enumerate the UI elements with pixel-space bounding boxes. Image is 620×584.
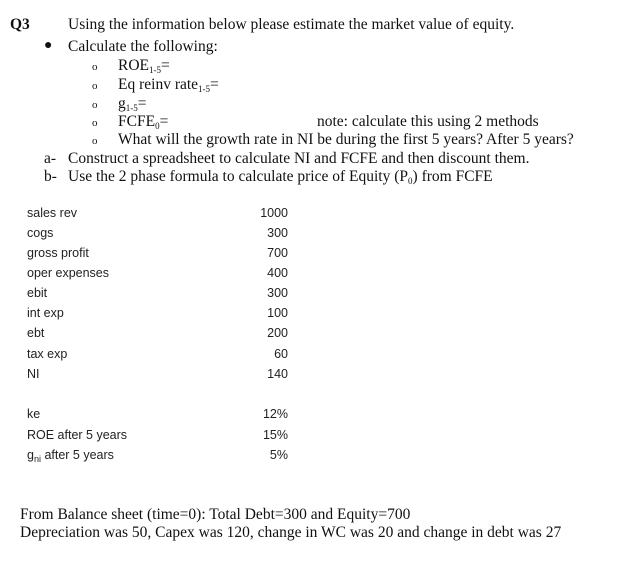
circle-bullet-icon: o <box>92 80 98 92</box>
row-value: 200 <box>267 326 288 340</box>
table-row <box>0 326 620 344</box>
table-row <box>0 448 620 466</box>
row-value: 5% <box>269 448 288 462</box>
row-value: 300 <box>267 286 288 300</box>
question-intro: Using the information below please estimate the market value of equity. <box>68 16 515 33</box>
row-value: 140 <box>267 367 288 381</box>
row-label: gross profit <box>27 246 89 260</box>
row-value: 300 <box>267 226 288 240</box>
item-growth-question: What will the growth rate in NI be during the first 5 years? After 5 years? <box>118 131 574 148</box>
table-row <box>0 226 620 244</box>
table-row <box>0 246 620 264</box>
table-row <box>0 306 620 324</box>
row-label: ebit <box>27 286 48 300</box>
row-value: 60 <box>274 347 288 361</box>
row-label: oper expenses <box>27 266 110 280</box>
part-b-letter: b- <box>44 168 57 185</box>
item-fcfe: $FCFE_0=$ <box>118 113 169 131</box>
question-number: Q3 <box>10 16 30 33</box>
part-b-text: Use the 2 phase formula to calculate price of Equity $(P_0)$ from FCFE <box>68 168 493 186</box>
row-value: 15% <box>262 428 288 442</box>
row-value: 1000 <box>260 206 288 220</box>
row-value: 400 <box>267 266 288 280</box>
row-value: 100 <box>267 306 288 320</box>
row-label: int exp <box>27 306 64 320</box>
calculate-heading: Calculate the following: <box>68 38 218 55</box>
table-row <box>0 266 620 284</box>
row-label: ke <box>27 407 41 421</box>
row-label: ROE after 5 years <box>27 428 128 442</box>
circle-bullet-icon: o <box>92 61 98 73</box>
part-a-letter: a- <box>44 150 57 167</box>
balance-sheet-note: From Balance sheet (time=0): Total Debt=300 and Equity=700 <box>20 506 411 523</box>
item-roe: $ROE_{1-5}=$ <box>118 57 170 75</box>
fcfe-note: note: calculate this using 2 methods <box>317 113 539 130</box>
table-row <box>0 407 620 425</box>
row-label: sales rev <box>27 206 78 220</box>
row-label: ebt <box>27 326 45 340</box>
table-row <box>0 367 620 385</box>
circle-bullet-icon: o <box>92 117 98 129</box>
circle-bullet-icon: o <box>92 135 98 147</box>
row-label: $g_{ni}$ after 5 years <box>27 448 114 464</box>
row-label: tax exp <box>27 347 68 361</box>
item-eq-reinv-rate: Eq reinv rate$_{1-5}$= <box>118 76 219 94</box>
table-row <box>0 286 620 304</box>
part-a-text: Construct a spreadsheet to calculate NI and FCFE and then discount them. <box>68 150 530 167</box>
row-label: cogs <box>27 226 54 240</box>
table-row <box>0 428 620 446</box>
item-growth: $g_{1-5}=$ <box>118 95 147 113</box>
table-row <box>0 206 620 224</box>
bullet-icon: ● <box>44 38 53 53</box>
row-value: 700 <box>267 246 288 260</box>
circle-bullet-icon: o <box>92 99 98 111</box>
cash-flow-note: Depreciation was 50, Capex was 120, change in WC was 20 and change in debt was 27 <box>20 524 562 541</box>
table-row <box>0 347 620 365</box>
row-value: 12% <box>262 407 288 421</box>
row-label: NI <box>27 367 40 381</box>
